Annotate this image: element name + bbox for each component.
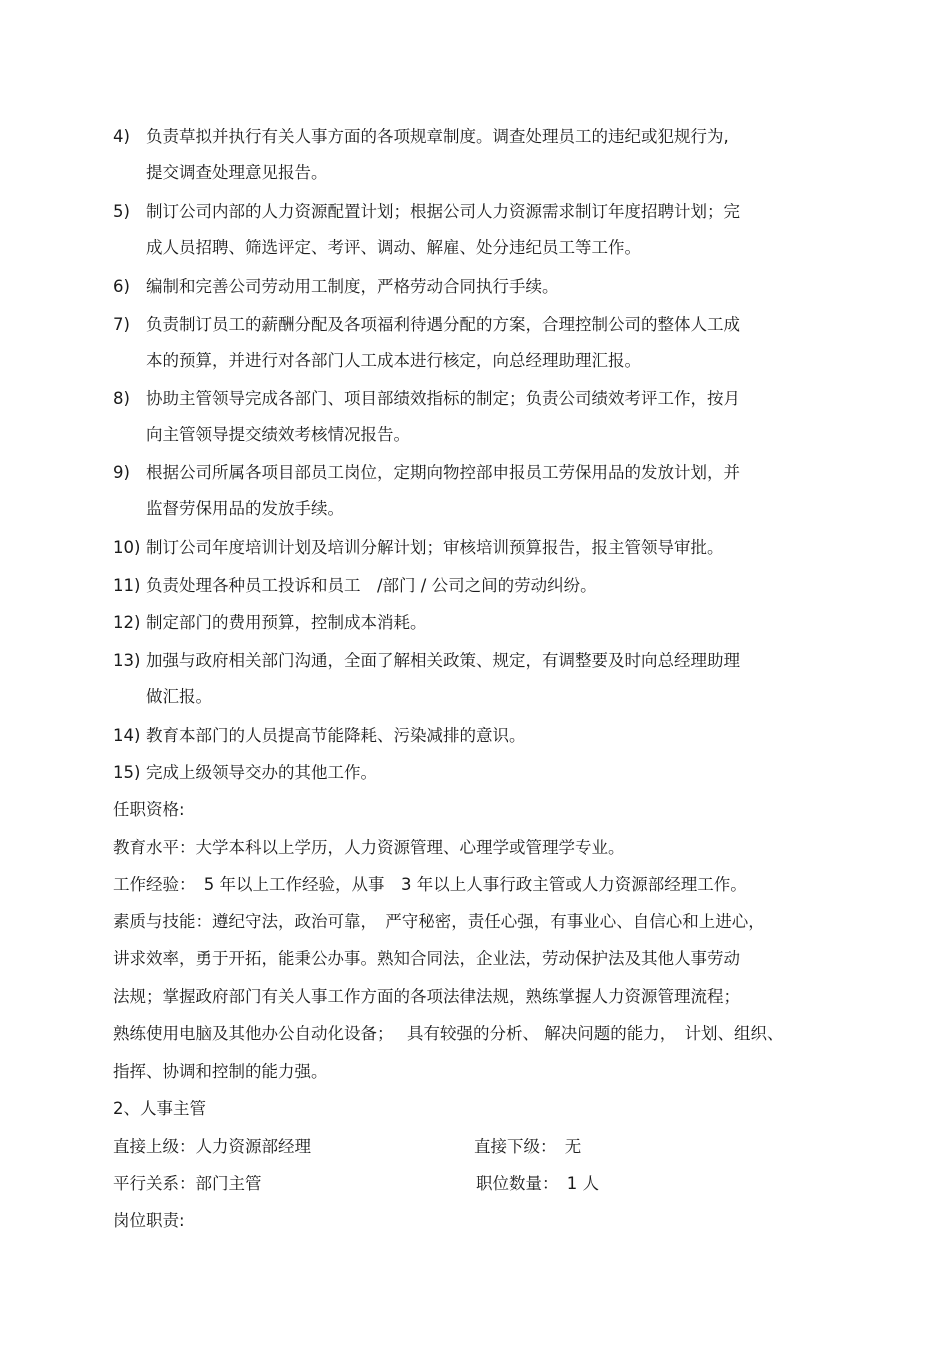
duty-text: 编制和完善公司劳动用工制度，严格劳动合同执行手续。 [146, 277, 559, 296]
duty-text: 负责草拟并执行有关人事方面的各项规章制度。调查处理员工的违纪或犯规行为, [146, 127, 729, 146]
duty-number: 6) [113, 277, 130, 296]
duty-text-continued: 成人员招聘、筛选评定、考评、调动、解雇、处分违纪员工等工作。 [146, 238, 641, 257]
duty-number: 5) [113, 202, 130, 221]
duty-text-continued: 做汇报。 [146, 687, 212, 706]
duty-text: 制订公司内部的人力资源配置计划；根据公司人力资源需求制订年度招聘计划；完 [146, 202, 740, 221]
duty-number: 7) [113, 315, 130, 334]
duty-number: 12) [113, 613, 141, 632]
duty-text: 负责制订员工的薪酬分配及各项福利待遇分配的方案，合理控制公司的整体人工成 [146, 315, 740, 334]
duty-text-continued: 监督劳保用品的发放手续。 [146, 499, 344, 518]
duty-text-continued: 向主管领导提交绩效考核情况报告。 [146, 425, 410, 444]
duty-number: 13) [113, 651, 141, 670]
peer-relationship: 平行关系：部门主管 [113, 1174, 262, 1193]
skills-line: 熟练使用电脑及其他办公自动化设备； 具有较强的分析、 解决问题的能力， 计划、组织、 [113, 1024, 784, 1043]
duty-text: 负责处理各种员工投诉和员工 /部门 / 公司之间的劳动纠纷。 [146, 576, 597, 595]
skills-line: 讲求效率，勇于开拓，能秉公办事。熟知合同法，企业法，劳动保护法及其他人事劳动 [113, 949, 740, 968]
qualification-heading: 任职资格: [113, 800, 185, 819]
duty-number: 4) [113, 127, 130, 146]
education-requirement: 教育水平：大学本科以上学历，人力资源管理、心理学或管理学专业。 [113, 838, 625, 857]
skills-line: 指挥、协调和控制的能力强。 [113, 1062, 328, 1081]
experience-requirement: 工作经验： 5 年以上工作经验，从事 3 年以上人事行政主管或人力资源部经理工作。 [113, 875, 747, 894]
duties-heading: 岗位职责: [113, 1211, 185, 1230]
duty-text: 制订公司年度培训计划及培训分解计划；审核培训预算报告，报主管领导审批。 [146, 538, 724, 557]
duty-text: 协助主管领导完成各部门、项目部绩效指标的制定；负责公司绩效考评工作，按月 [146, 389, 740, 408]
duty-number: 15) [113, 763, 141, 782]
position-headcount: 职位数量： 1 人 [476, 1174, 599, 1193]
duty-text: 根据公司所属各项目部员工岗位，定期向物控部申报员工劳保用品的发放计划，并 [146, 463, 740, 482]
duty-number: 9) [113, 463, 130, 482]
duty-text: 教育本部门的人员提高节能降耗、污染减排的意识。 [146, 726, 526, 745]
duty-text: 制定部门的费用预算，控制成本消耗。 [146, 613, 427, 632]
duty-number: 10) [113, 538, 141, 557]
duty-text-continued: 提交调查处理意见报告。 [146, 163, 328, 182]
duty-number: 8) [113, 389, 130, 408]
direct-subordinate: 直接下级： 无 [474, 1137, 582, 1156]
duty-number: 11) [113, 576, 141, 595]
skills-line: 法规；掌握政府部门有关人事工作方面的各项法律法规，熟练掌握人力资源管理流程； [113, 987, 740, 1006]
duty-text: 完成上级领导交办的其他工作。 [146, 763, 377, 782]
direct-superior: 直接上级：人力资源部经理 [113, 1137, 311, 1156]
duty-number: 14) [113, 726, 141, 745]
duty-text-continued: 本的预算，并进行对各部门人工成本进行核定，向总经理助理汇报。 [146, 351, 641, 370]
section-title: 2、人事主管 [113, 1099, 206, 1118]
duty-text: 加强与政府相关部门沟通，全面了解相关政策、规定，有调整要及时向总经理助理 [146, 651, 740, 670]
skills-line: 素质与技能：遵纪守法，政治可靠， 严守秘密，责任心强，有事业心、自信心和上进心， [113, 912, 765, 931]
